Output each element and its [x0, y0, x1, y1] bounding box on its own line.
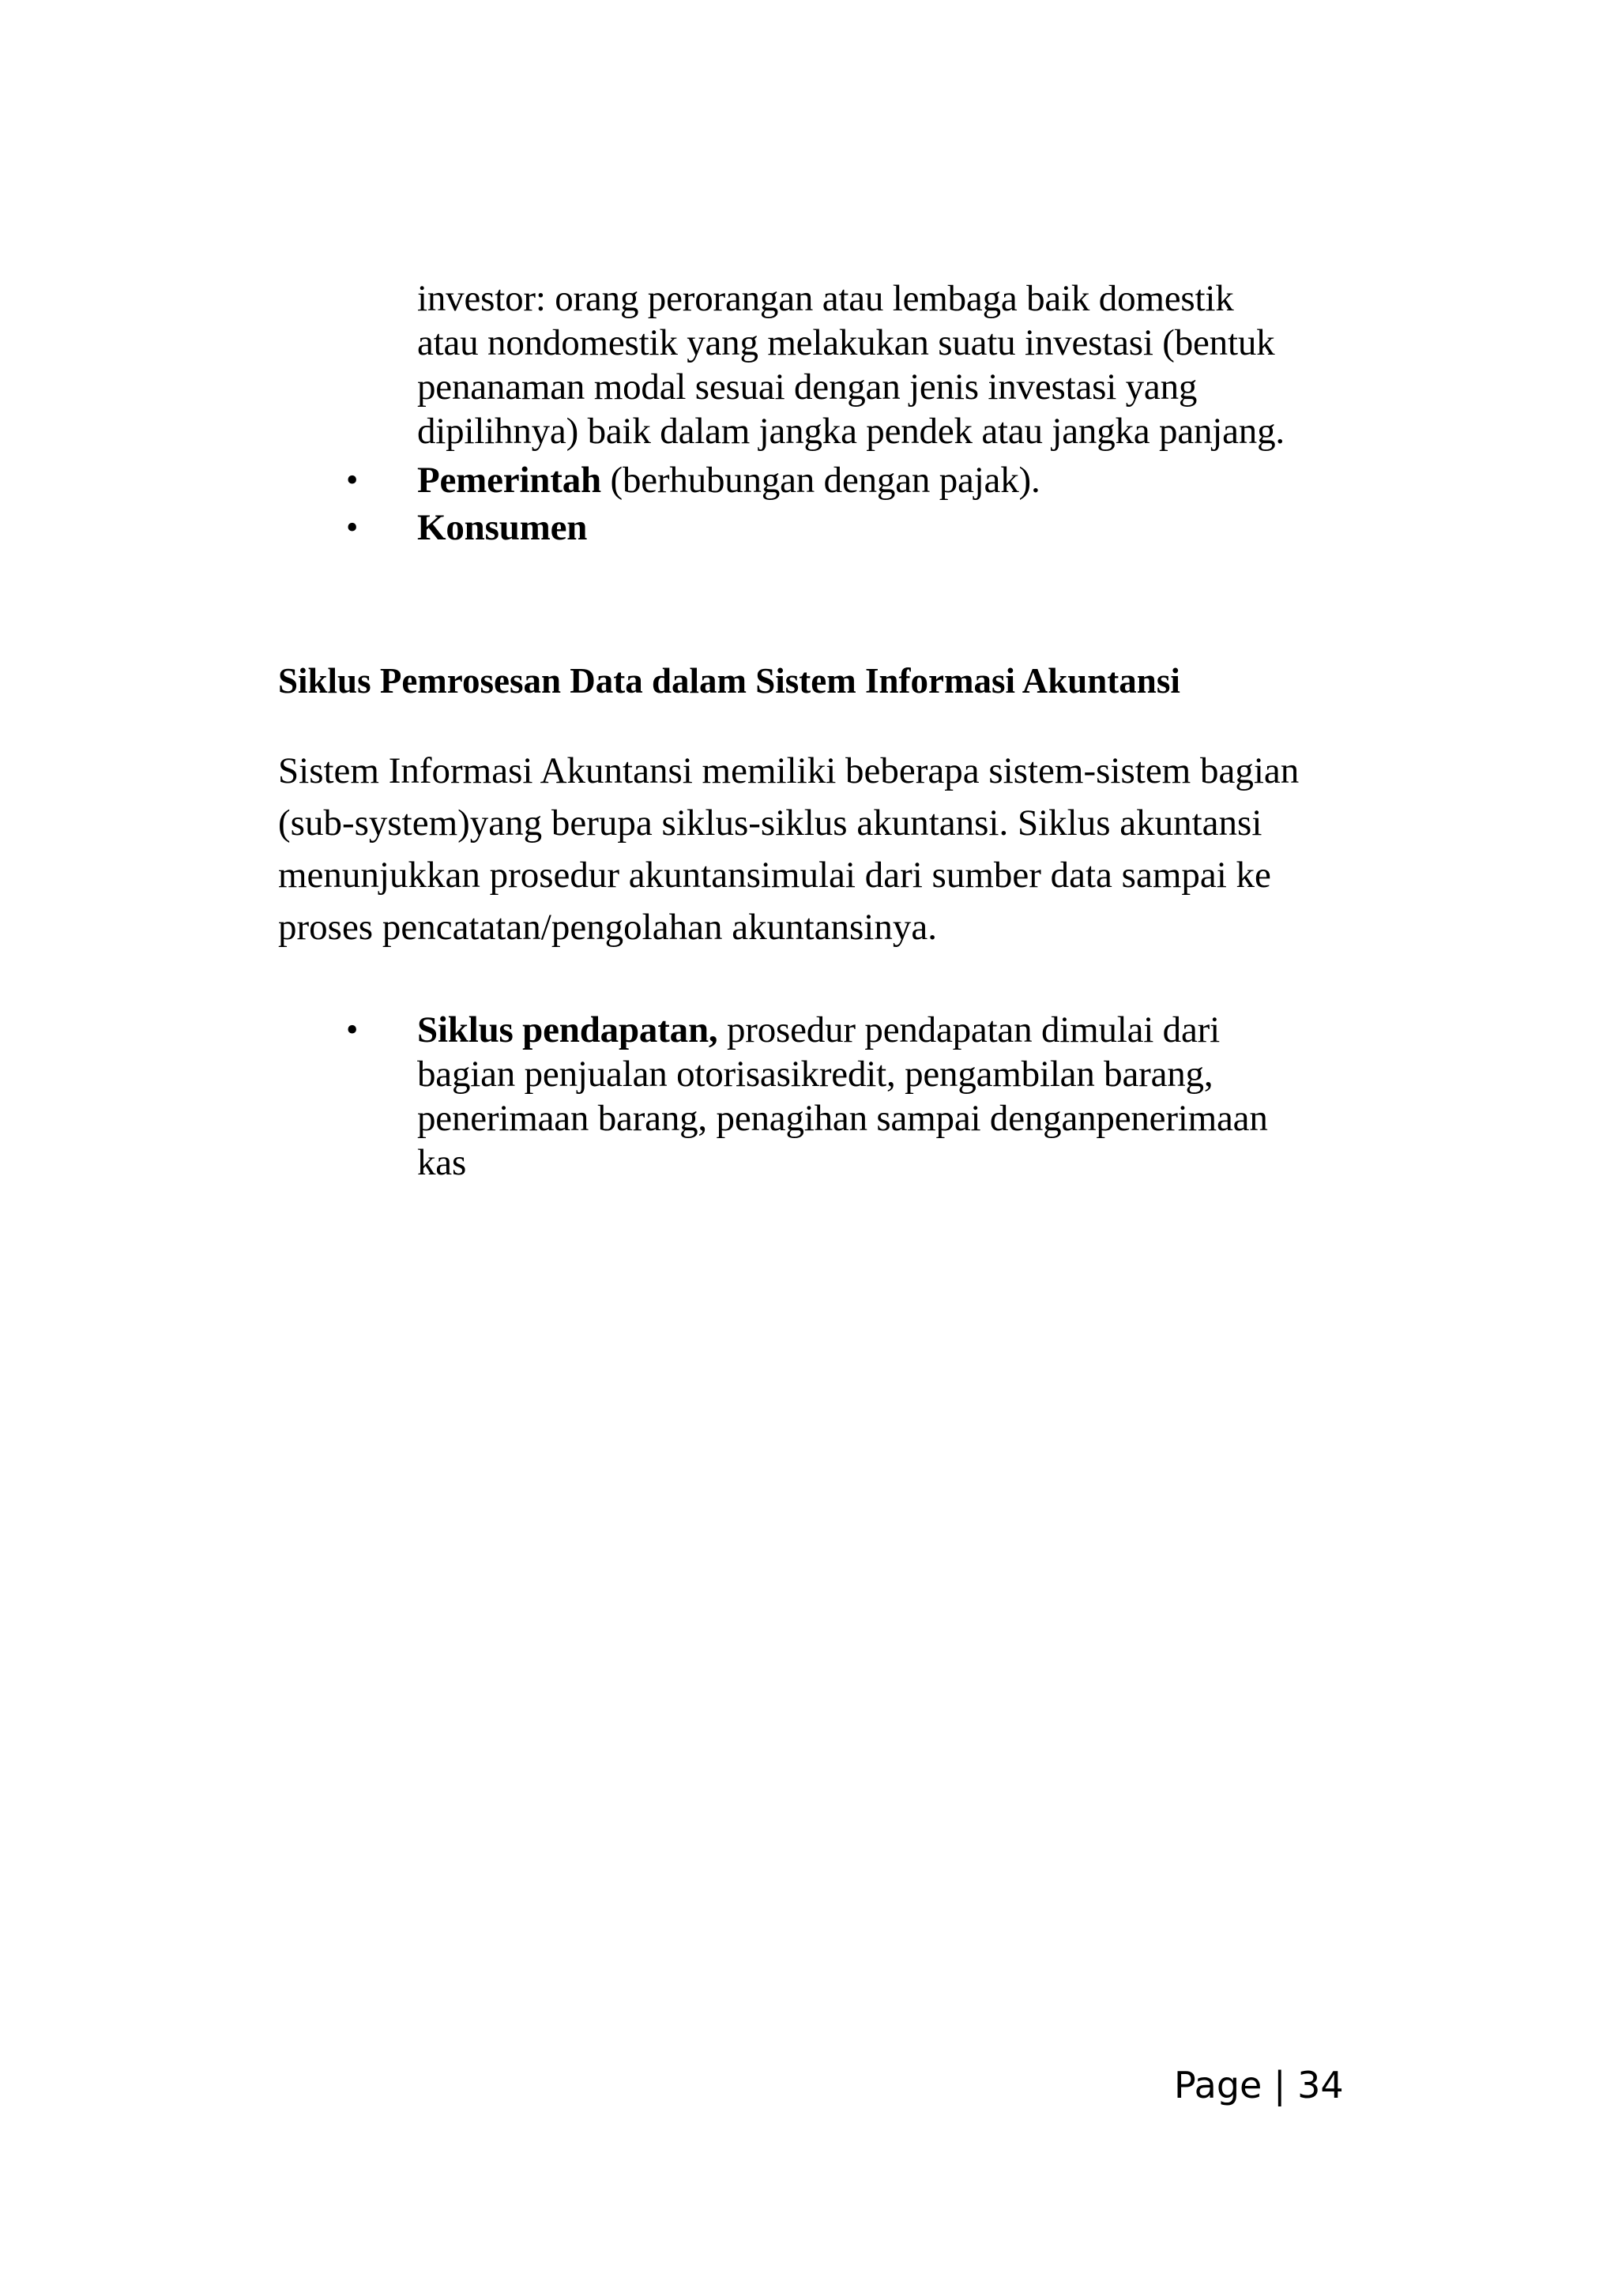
list-item-bold-label: Siklus pendapatan,	[417, 1009, 718, 1050]
list-item-bold-label: Konsumen	[417, 507, 588, 548]
intro-line-3: penanaman modal sesuai dengan jenis investasi yang	[417, 366, 1198, 408]
list-item-konsumen	[417, 505, 587, 550]
bullet-icon: •	[346, 508, 359, 547]
list-item-text: (berhubungan dengan pajak).	[600, 460, 1040, 501]
list-item-siklus-pendapatan	[417, 1008, 1220, 1052]
paragraph-line-1: Sistem Informasi Akuntansi memiliki beberapa sistem-sistem bagian	[278, 750, 1300, 791]
bullet-icon: •	[346, 460, 359, 499]
page-number-footer: Page | 34	[1174, 2064, 1344, 2106]
list-item-bold-label: Pemerintah	[417, 460, 601, 501]
paragraph-line-4: proses pencatatan/pengolahan akuntansinya.	[278, 907, 937, 948]
list-item-continuation-2: penerimaan barang, penagihan sampai denganpenerimaan	[417, 1098, 1268, 1139]
section-heading: Siklus Pemrosesan Data dalam Sistem Informasi Akuntansi	[278, 661, 1180, 701]
paragraph-line-3: menunjukkan prosedur akuntansimulai dari sumber data sampai ke	[278, 855, 1271, 896]
intro-line-1: investor: orang perorangan atau lembaga baik domestik	[417, 278, 1234, 319]
intro-line-4: dipilihnya) baik dalam jangka pendek atau jangka panjang.	[417, 411, 1285, 452]
intro-line-2: atau nondomestik yang melakukan suatu investasi (bentuk	[417, 322, 1275, 363]
list-item-pemerintah	[417, 458, 1040, 502]
list-item-continuation-1: bagian penjualan otorisasikredit, pengambilan barang,	[417, 1054, 1214, 1095]
bullet-icon: •	[346, 1010, 359, 1049]
list-item-continuation-3: kas	[417, 1142, 467, 1183]
list-item-text: prosedur pendapatan dimulai dari	[717, 1009, 1220, 1050]
paragraph-line-2: (sub-system)yang berupa siklus-siklus akuntansi. Siklus akuntansi	[278, 802, 1262, 844]
